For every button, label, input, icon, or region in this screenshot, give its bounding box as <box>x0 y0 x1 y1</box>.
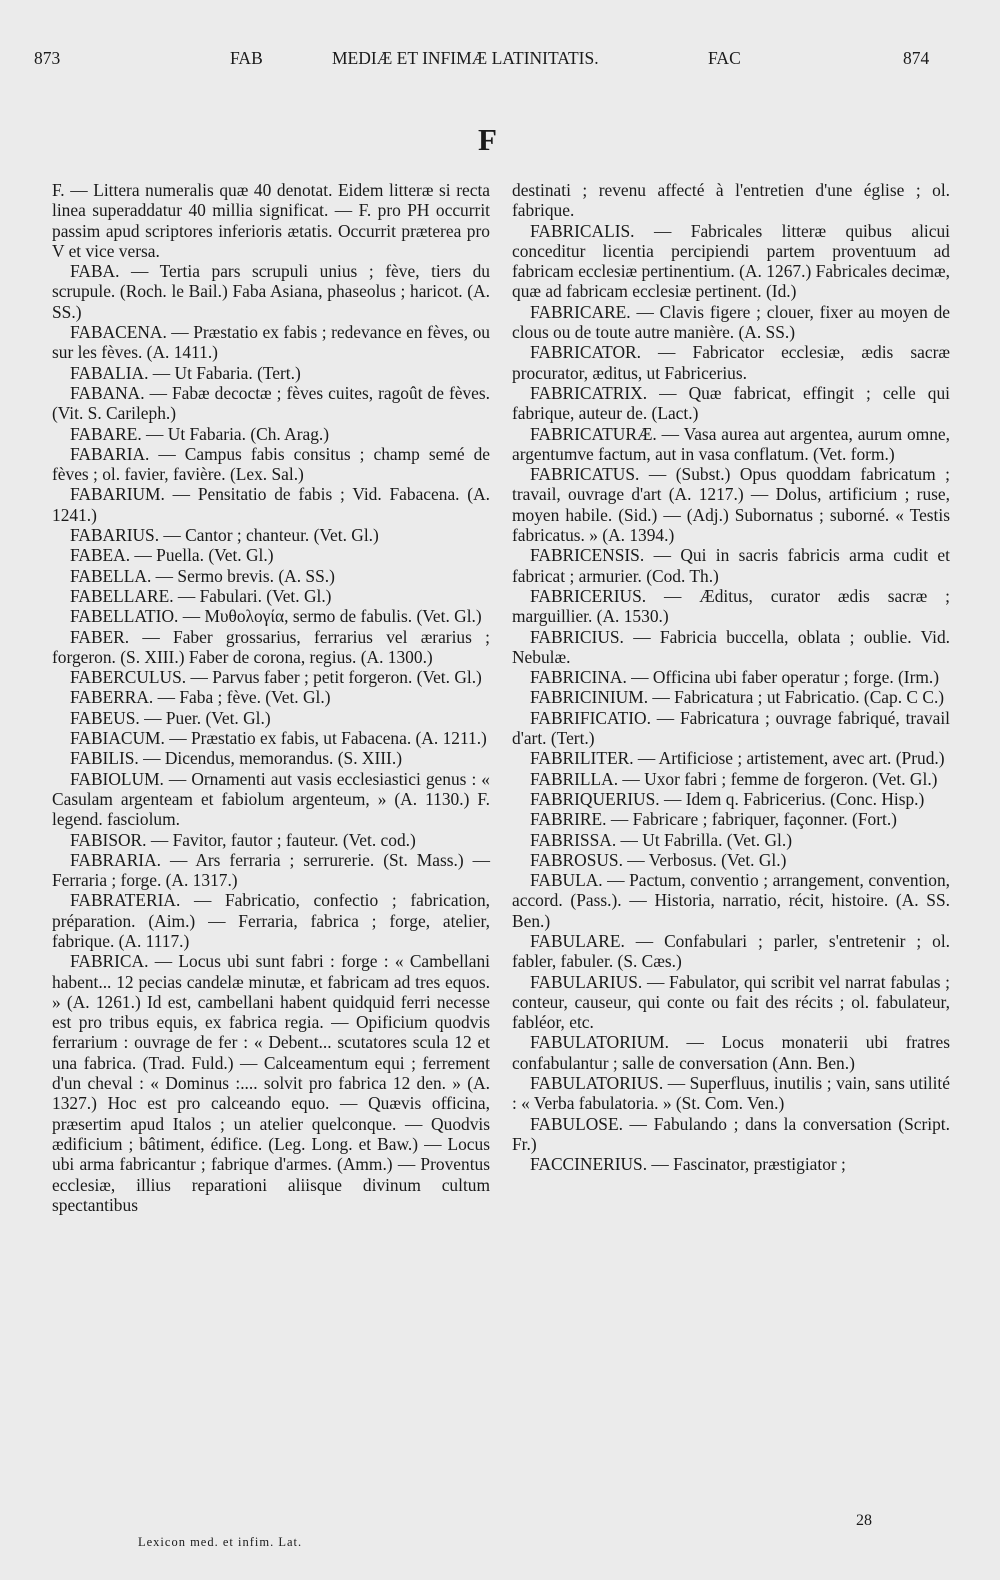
dictionary-entry: FABALIA. — Ut Fabaria. (Tert.) <box>70 362 301 383</box>
dictionary-entry: FABER. — Faber grossarius, ferrarius vel ærarius ; forgeron. (S. XIII.) Faber de corona, regius. (A. 1300.) <box>52 626 490 667</box>
dictionary-entry: FABIOLUM. — Ornamenti aut vasis ecclesiastici genus : « Casulam argenteam et fabiolum argenteum, » (A. 1130.) F. legend. fasciolum. <box>52 768 490 830</box>
dictionary-entry: FACCINERIUS. — Fascinator, præstigiator ; <box>530 1154 846 1175</box>
dictionary-entry: FABRICINIUM. — Fabricatura ; ut Fabricatio. (Cap. C C.) <box>530 687 945 708</box>
dictionary-entry: FABEA. — Puella. (Vet. Gl.) <box>70 545 274 566</box>
right-column <box>512 180 950 1175</box>
dictionary-entry: FABACENA. — Præstatio ex fabis ; redevance en fèves, ou sur les fèves. (A. 1411.) <box>52 322 490 363</box>
left-column <box>52 180 490 1215</box>
dictionary-entry: FABELLARE. — Fabulari. (Vet. Gl.) <box>70 585 332 606</box>
dictionary-entry: FABISOR. — Favitor, fautor ; fauteur. (Vet. cod.) <box>70 829 416 850</box>
dictionary-entry: FABIACUM. — Præstatio ex fabis, ut Fabacena. (A. 1211.) <box>70 728 487 749</box>
dictionary-entry: FABRILITER. — Artificiose ; artistement, avec art. (Prud.) <box>530 748 945 769</box>
dictionary-entry: FABROSUS. — Verbosus. (Vet. Gl.) <box>530 849 787 870</box>
dictionary-entry: FABULA. — Pactum, conventio ; arrangement, convention, accord. (Pass.). — Historia, narratio, récit, histoire. (A. SS. Ben.) <box>512 870 950 931</box>
dictionary-entry: FABANA. — Fabæ decoctæ ; fèves cuites, ragoût de fèves. (Vit. S. Carileph.) <box>52 382 490 424</box>
dictionary-entry: FABULOSE. — Fabulando ; dans la conversation (Script. Fr.) <box>512 1113 950 1154</box>
dictionary-entry: FABRATERIA. — Fabricatio, confectio ; fabrication, préparation. (Aim.) — Ferraria, fabrica ; forge, atelier, fabrique. (A. 1117.) <box>52 890 490 951</box>
section-letter: F <box>478 122 497 157</box>
dictionary-entry: FABRICATOR. — Fabricator ecclesiæ, ædis sacræ procurator, æditus, ut Fabricerius. <box>512 342 950 383</box>
dictionary-entry: FABRICATURÆ. — Vasa aurea aut argentea, aurum omne, argentumve factum, aut in vasa conflatum. (Vet. form.) <box>512 423 950 464</box>
dictionary-entry: FABRIQUERIUS. — Idem q. Fabricerius. (Conc. Hisp.) <box>530 788 925 809</box>
dictionary-entry: FABRICA. — Locus ubi sunt fabri : forge : « Cambellani habent... 12 pecias candelæ minutæ, et fabricam ad tres equos. » (A. 1261.) Id est, cambellani habent quidquid ferri necesse est pro tribus equis, ex fabrica regia. — Opificium quodvis ferrarium : ouvrage de fer : « Debent... scutatores scula 12 et una fabrica. (Trad. Fuld.) — Calceamentum equi ; ferrement d'un cheval : « Dominus :.... solvit pro fabrica 12 den. » (A. 1327.) Hoc est pro calceando equo. — Quævis officina, præsertim apud Italos ; un atelier quelconque. — Quodvis ædificium ; bâtiment, édifice. (Leg. Long. et Baw.) — Locus ubi arma fabricantur ; fabrique d'armes. (Amm.) — Proventus ecclesiæ, illius reparationi aliisque divinum cultum spectantibus <box>52 951 490 1215</box>
dictionary-entry: FABULATORIUS. — Superfluus, inutilis ; vain, sans utilité : « Verba fabulatoria. » (St. Com. Ven.) <box>512 1073 950 1114</box>
right-guide-word: FAC <box>708 48 741 68</box>
dictionary-entry: FABRIRE. — Fabricare ; fabriquer, façonner. (Fort.) <box>530 809 897 830</box>
dictionary-entry: FABARE. — Ut Fabaria. (Ch. Arag.) <box>70 423 330 444</box>
right-page-number: 874 <box>903 48 930 68</box>
running-header <box>0 48 1000 78</box>
dictionary-entry: FABARIUS. — Cantor ; chanteur. (Vet. Gl.) <box>70 525 379 546</box>
dictionary-entry: FABRISSA. — Ut Fabrilla. (Vet. Gl.) <box>530 829 792 850</box>
dictionary-entry: FABRICERIUS. — Æditus, curator ædis sacræ ; marguillier. (A. 1530.) <box>512 585 950 627</box>
left-guide-word: FAB <box>230 48 263 68</box>
dictionary-entry: FABARIUM. — Pensitatio de fabis ; Vid. Fabacena. (A. 1241.) <box>52 484 490 525</box>
dictionary-entry-continued: destinati ; revenu affecté à l'entretien d'une église ; ol. fabrique. <box>512 180 950 221</box>
dictionary-entry: FABRICIUS. — Fabricia buccella, oblata ; oublie. Vid. Nebulæ. <box>512 626 950 667</box>
dictionary-entry: FABULARE. — Confabulari ; parler, s'entretenir ; ol. fabler, fabuler. (S. Cæs.) <box>512 930 950 972</box>
dictionary-entry: FABULATORIUM. — Locus monaterii ubi fratres confabulantur ; salle de conversation (Ann. Ben.) <box>512 1032 950 1073</box>
dictionary-entry: FABRICENSIS. — Qui in sacris fabricis arma cudit et fabricat ; armurier. (Cod. Th.) <box>512 545 950 586</box>
dictionary-entry: F. — Littera numeralis quæ 40 denotat. Eidem litteræ si recta linea superaddatur 40 millia significat. — F. pro PH occurrit passim apud scriptores inferioris ætatis. Occurrit præterea pro V et vice versa. <box>52 180 490 261</box>
dictionary-entry: FABRICATRIX. — Quæ fabricat, effingit ; celle qui fabrique, auteur de. (Lact.) <box>512 382 950 424</box>
dictionary-entry: FABILIS. — Dicendus, memorandus. (S. XIII.) <box>70 748 402 769</box>
dictionary-entry: FABERRA. — Faba ; fève. (Vet. Gl.) <box>70 687 331 708</box>
dictionary-entry: FABERCULUS. — Parvus faber ; petit forgeron. (Vet. Gl.) <box>70 667 482 688</box>
dictionary-entry: FABRICINA. — Officina ubi faber operatur ; forge. (Irm.) <box>530 667 940 688</box>
dictionary-entry: FABRARIA. — Ars ferraria ; serrurerie. (St. Mass.) — Ferraria ; forge. (A. 1317.) <box>52 849 490 891</box>
dictionary-entry: FABRICARE. — Clavis figere ; clouer, fixer au moyen de clous ou de toute autre manière. (A. SS.) <box>512 301 950 343</box>
left-page-number: 873 <box>34 48 61 68</box>
dictionary-entry: FABRICALIS. — Fabricales litteræ quibus alicui conceditur licentia percipiendi partem proventuum ad fabricam ecclesiæ pertinentium. (A. 1267.) Fabricales decimæ, quæ ad fabricam ecclesiæ pertinent. (Id.) <box>512 220 950 302</box>
dictionary-entry: FABRIFICATIO. — Fabricatura ; ouvrage fabriqué, travail d'art. (Tert.) <box>512 707 950 749</box>
footer-signature: Lexicon med. et infim. Lat. <box>138 1535 303 1549</box>
dictionary-entry: FABEUS. — Puer. (Vet. Gl.) <box>70 707 271 728</box>
signature-mark: 28 <box>856 1512 872 1529</box>
dictionary-entry: FABRICATUS. — (Subst.) Opus quoddam fabricatum ; travail, ouvrage d'art (A. 1217.) — Dolus, artificium ; ruse, moyen habile. (Sid.) — (Adj.) Subornatus ; suborné. « Testis fabricatus. » (A. 1394.) <box>512 464 950 546</box>
dictionary-entry: FABELLATIO. — Μυθολογία, sermo de fabulis. (Vet. Gl.) <box>70 606 482 627</box>
dictionary-entry: FABULARIUS. — Fabulator, qui scribit vel narrat fabulas ; conteur, causeur, qui conte ou fait des récits ; ol. fabulateur, fabléor, etc. <box>512 971 950 1033</box>
dictionary-entry: FABRILLA. — Uxor fabri ; femme de forgeron. (Vet. Gl.) <box>530 768 938 789</box>
dictionary-entry: FABA. — Tertia pars scrupuli unius ; fève, tiers du scrupule. (Roch. le Bail.) Faba Asiana, phaseolus ; haricot. (A. SS.) <box>52 261 490 322</box>
running-title: MEDIÆ ET INFIMÆ LATINITATIS. <box>332 48 599 68</box>
dictionary-entry: FABARIA. — Campus fabis consitus ; champ semé de fèves ; ol. favier, favière. (Lex. Sal.) <box>52 443 490 485</box>
dictionary-entry: FABELLA. — Sermo brevis. (A. SS.) <box>70 565 335 586</box>
